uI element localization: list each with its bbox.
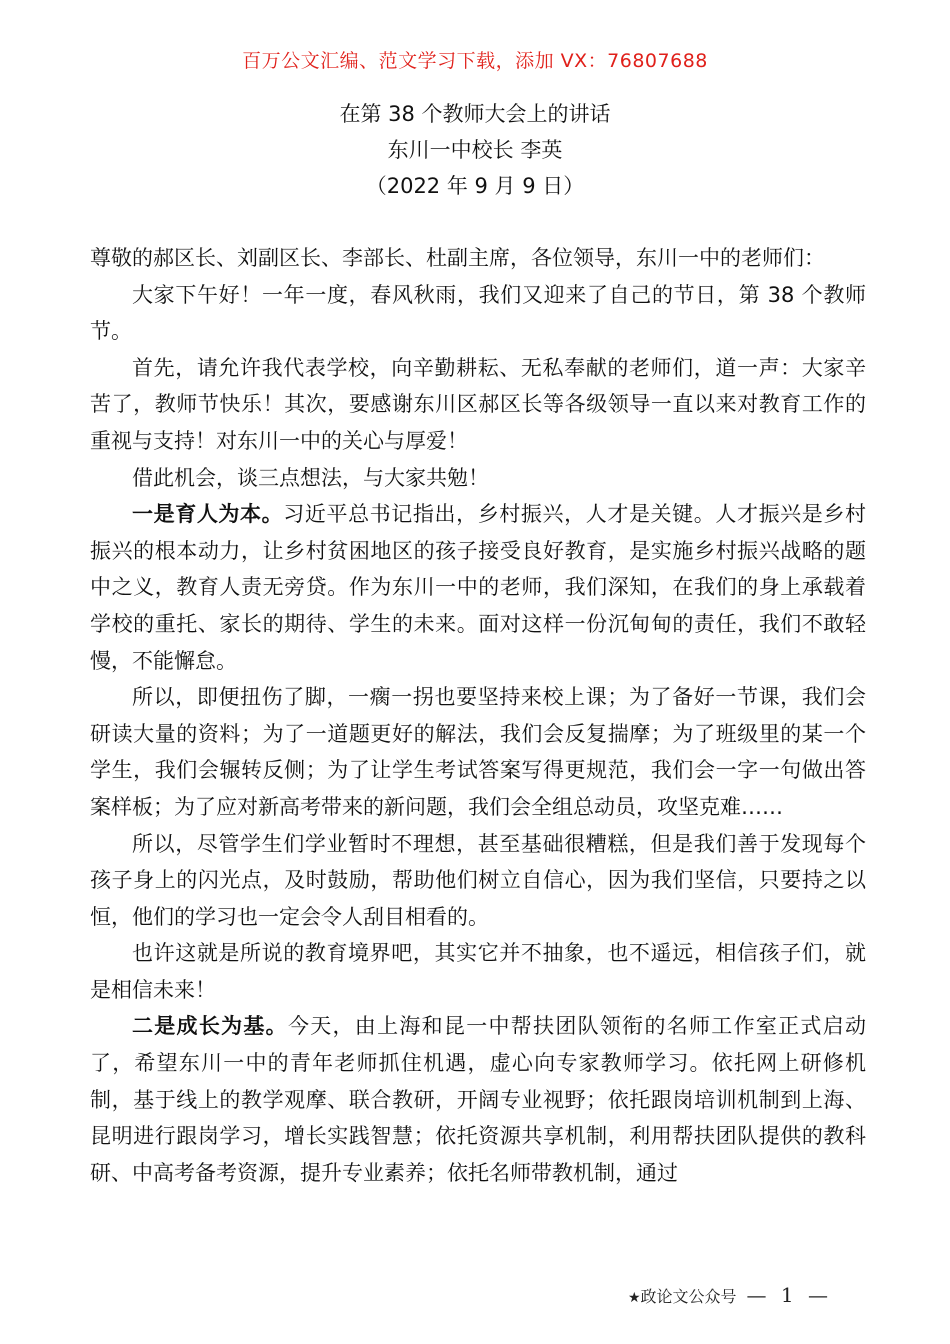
examples-paragraph bbox=[90, 679, 866, 825]
greeting-paragraph bbox=[90, 277, 866, 350]
future-paragraph bbox=[90, 935, 866, 1008]
star-icon: ★ bbox=[627, 1289, 641, 1306]
paragraph-text: 所以，尽管学生们学业暂时不理想，甚至基础很糟糕，但是我们善于发现每个孩子身上的闪光点，及时鼓励，帮助他们树立自信心，因为我们坚信，只要持之以恒，他们的学习也一定会令人刮目相看的。 bbox=[90, 831, 866, 929]
paragraph-text: 今天，由上海和昆一中帮扶团队领衔的名师工作室正式启动了，希望东川一中的青年老师抓住机遇，虚心向专家教师学习。依托网上研修机制，基于线上的教学观摩、联合教研，开阔专业视野；依托跟岗培训机制到上海、昆明进行跟岗学习，增长实践智慧；依托资源共享机制，利用帮扶团队提供的教科研、中高考备考资源，提升专业素养；依托名师带教机制，通过 bbox=[90, 1014, 866, 1185]
paragraph-text: 借此机会，谈三点想法，与大家共勉！ bbox=[132, 465, 489, 490]
salutation-paragraph bbox=[90, 240, 866, 277]
point-one-paragraph bbox=[90, 496, 866, 679]
footer-source bbox=[628, 1284, 737, 1307]
point-two-paragraph bbox=[90, 1008, 866, 1191]
paragraph-text: 尊敬的郝区长、刘副区长、李部长、杜副主席，各位领导，东川一中的老师们： bbox=[90, 246, 825, 270]
footer-source-label: 政论文公众号 bbox=[640, 1286, 737, 1306]
paragraph-text: 也许这就是所说的教育境界吧，其实它并不抽象，也不遥远，相信孩子们，就是相信未来！ bbox=[90, 941, 866, 1002]
paragraph-text: 大家下午好！一年一度，春风秋雨，我们又迎来了自己的节日，第 38 个教师节。 bbox=[90, 282, 866, 344]
paragraph-text: 首先，请允许我代表学校，向辛勤耕耘、无私奉献的老师们，道一声：大家辛苦了，教师节快乐！其次，要感谢东川区郝区长等各级领导一直以来对教育工作的重视与支持！对东川一中的关心与厚爱！ bbox=[90, 355, 866, 453]
speech-title: 在第 38 个教师大会上的讲话 bbox=[339, 102, 611, 126]
speech-date: （2022 年 9 月 9 日） bbox=[365, 174, 585, 198]
paragraph-text: 所以，即便扭伤了脚，一瘸一拐也要坚持来校上课；为了备好一节课，我们会研读大量的资料；为了一道题更好的解法，我们会反复揣摩；为了班级里的某一个学生，我们会辗转反侧；为了让学生考试答案写得更规范，我们会一字一句做出答案样板；为了应对新高考带来的新问题，我们会全组总动员，攻坚克难…… bbox=[90, 685, 866, 819]
page-footer bbox=[628, 1283, 832, 1307]
point-one-heading: 一是育人为本。 bbox=[132, 502, 284, 527]
intro-paragraph bbox=[90, 460, 866, 497]
paragraph-text: 习近平总书记指出，乡村振兴，人才是关键。人才振兴是乡村振兴的根本动力，让乡村贫困地区的孩子接受良好教育，是实施乡村振兴战略的题中之义，教育人责无旁贷。作为东川一中的老师，我们深知，在我们的身上承载着学校的重托、家长的期待、学生的未来。面对这样一份沉甸甸的责任，我们不敢轻慢，不能懈怠。 bbox=[90, 502, 867, 673]
encouragement-paragraph bbox=[90, 826, 866, 936]
speech-body bbox=[90, 240, 866, 1191]
thanks-paragraph bbox=[90, 350, 866, 460]
page-number: — 1 — bbox=[746, 1283, 832, 1307]
document-header bbox=[0, 96, 950, 204]
point-two-heading: 二是成长为基。 bbox=[132, 1014, 288, 1039]
speaker-line: 东川一中校长 李英 bbox=[387, 138, 563, 162]
download-banner: 百万公文汇编、范文学习下载，添加 VX：76807688 bbox=[242, 50, 708, 72]
